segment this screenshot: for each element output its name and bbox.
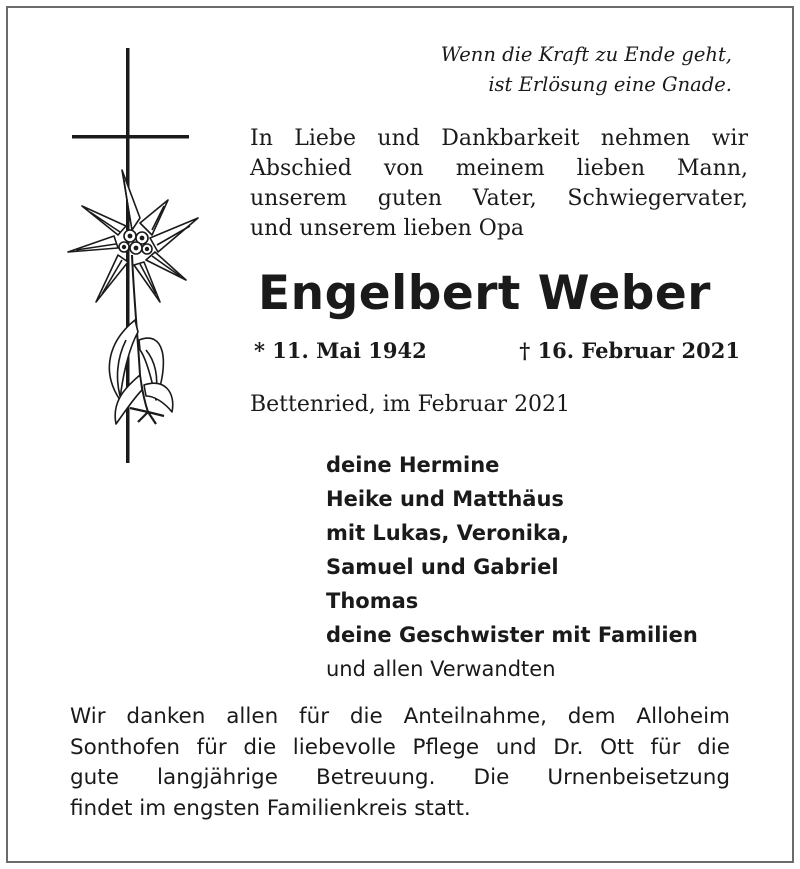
- thanks-line: Wir danken allen für die Anteilnahme, dem Alloheim: [70, 704, 730, 729]
- motto: [332, 40, 732, 100]
- cross-edelweiss-illustration: [60, 40, 210, 470]
- thanks-line: gute langjährige Betreuung. Die Urnenbeisetzung: [70, 765, 730, 790]
- deceased-name: Engelbert Weber: [258, 266, 711, 321]
- family-member: deine Hermine: [326, 453, 500, 477]
- thanks-line: Sonthofen für die liebevolle Pflege und Dr. Ott für die: [70, 734, 730, 760]
- family-member: mit Lukas, Veronika,: [326, 521, 570, 545]
- intro-line: Abschied von meinem lieben Mann,: [250, 156, 748, 181]
- birth-date: * 11. Mai 1942: [254, 338, 427, 363]
- intro-line: In Liebe und Dankbarkeit nehmen wir: [250, 126, 748, 151]
- family-member: deine Geschwister mit Familien: [326, 623, 698, 647]
- motto-line: Wenn die Kraft zu Ende geht,: [440, 43, 732, 66]
- death-date: † 16. Februar 2021: [519, 338, 740, 363]
- edelweiss-icon: [68, 170, 198, 424]
- family-member: Heike und Matthäus: [326, 487, 564, 511]
- intro-line: und unserem lieben Opa: [250, 216, 525, 241]
- family-member: und allen Verwandten: [326, 657, 556, 681]
- place-and-date: Bettenried, im Februar 2021: [250, 392, 571, 417]
- family-member: Thomas: [326, 589, 419, 613]
- family-list: [326, 448, 756, 686]
- family-member: Samuel und Gabriel: [326, 555, 559, 579]
- motto-line: ist Erlösung eine Gnade.: [488, 73, 732, 96]
- thanks-line: findet im engsten Familienkreis statt.: [70, 795, 471, 821]
- intro-line: unserem guten Vater, Schwiegervater,: [250, 186, 748, 211]
- intro-text: [250, 124, 750, 244]
- thanks-note: [70, 702, 730, 824]
